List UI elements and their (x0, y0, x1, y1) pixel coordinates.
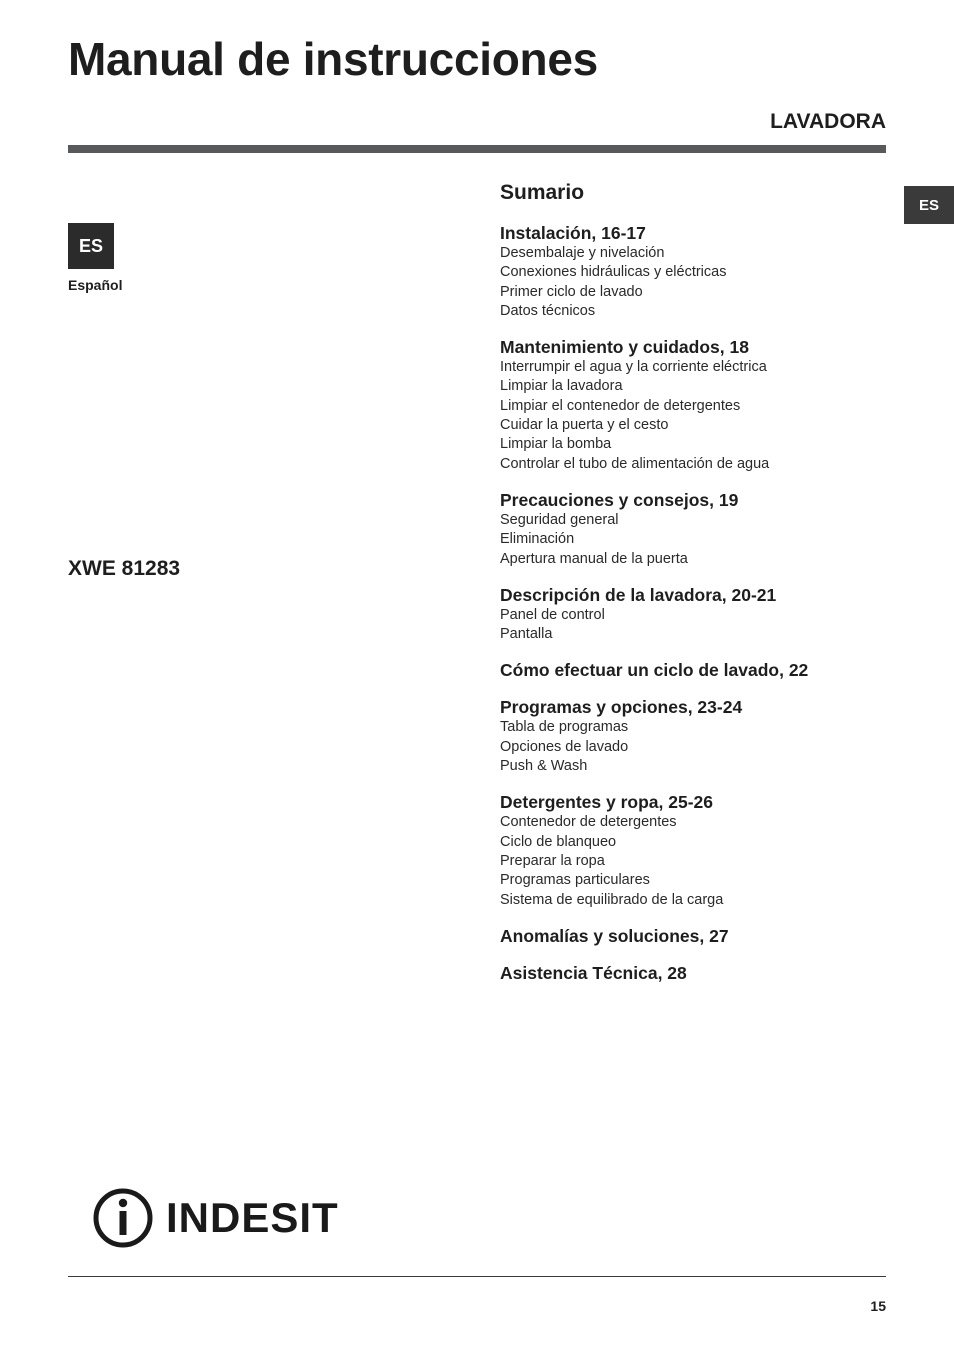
toc-section-title: Detergentes y ropa, 25-26 (500, 792, 714, 813)
toc-section (500, 222, 900, 321)
toc-item: Programas particulares (500, 872, 650, 889)
toc-item: Contenedor de detergentes (500, 814, 677, 831)
indesit-logo-icon (92, 1187, 154, 1249)
toc-section (500, 659, 900, 681)
toc-item: Push & Wash (500, 758, 588, 775)
model-number: XWE 81283 (68, 557, 181, 580)
toc-section-title: Cómo efectuar un ciclo de lavado, 22 (500, 660, 809, 681)
toc-item: Interrumpir el agua y la corriente eléctrica (500, 359, 767, 376)
language-badge: ES (68, 223, 114, 269)
toc-item: Limpiar la lavadora (500, 378, 623, 395)
toc-section-title: Mantenimiento y cuidados, 18 (500, 337, 749, 358)
toc-item: Panel de control (500, 606, 605, 623)
toc-item: Controlar el tubo de alimentación de agua (500, 455, 770, 472)
toc-item: Desembalaje y nivelación (500, 245, 665, 261)
toc-item: Cuidar la puerta y el cesto (500, 417, 669, 434)
toc-item: Limpiar el contenedor de detergentes (500, 397, 741, 414)
toc-section-title: Asistencia Técnica, 28 (500, 962, 687, 983)
toc-item: Datos técnicos (500, 302, 596, 319)
toc-item: Pantalla (500, 626, 553, 643)
toc-section-title: Anomalías y soluciones, 27 (500, 925, 729, 946)
product-type: LAVADORA (770, 110, 886, 133)
header-divider (68, 145, 886, 153)
toc-item: Preparar la ropa (500, 852, 605, 869)
brand-logo (92, 1187, 339, 1249)
toc-item: Seguridad general (500, 511, 619, 528)
toc-section (500, 584, 900, 645)
toc-section (500, 336, 900, 474)
language-side-tab: ES (904, 186, 954, 224)
toc-section-title: Programas y opciones, 23-24 (500, 697, 743, 718)
toc-item: Ciclo de blanqueo (500, 833, 617, 850)
toc-item: Tabla de programas (500, 719, 629, 736)
toc-section (500, 791, 900, 909)
toc-section (500, 925, 900, 947)
toc-item: Limpiar la bomba (500, 436, 612, 453)
toc-section-title: Precauciones y consejos, 19 (500, 489, 739, 510)
toc-section-title: Instalación, 16-17 (500, 223, 646, 243)
brand-name: INDESIT (166, 1194, 339, 1241)
toc-item: Sistema de equilibrado de la carga (500, 891, 724, 908)
toc-item: Apertura manual de la puerta (500, 550, 688, 567)
toc-section-title: Descripción de la lavadora, 20-21 (500, 584, 777, 605)
toc-section (500, 962, 900, 984)
toc-item: Primer ciclo de lavado (500, 283, 643, 300)
language-name: Español (68, 277, 123, 293)
page-title: Manual de instrucciones (68, 33, 598, 85)
table-of-contents (500, 180, 900, 999)
toc-section (500, 489, 900, 569)
toc-sections (500, 222, 900, 984)
toc-section (500, 696, 900, 776)
toc-item: Opciones de lavado (500, 738, 629, 755)
footer-divider (68, 1276, 886, 1277)
page-number: 15 (870, 1298, 886, 1314)
toc-item: Conexiones hidráulicas y eléctricas (500, 264, 727, 281)
toc-item: Eliminación (500, 531, 575, 548)
toc-heading: Sumario (500, 181, 585, 204)
